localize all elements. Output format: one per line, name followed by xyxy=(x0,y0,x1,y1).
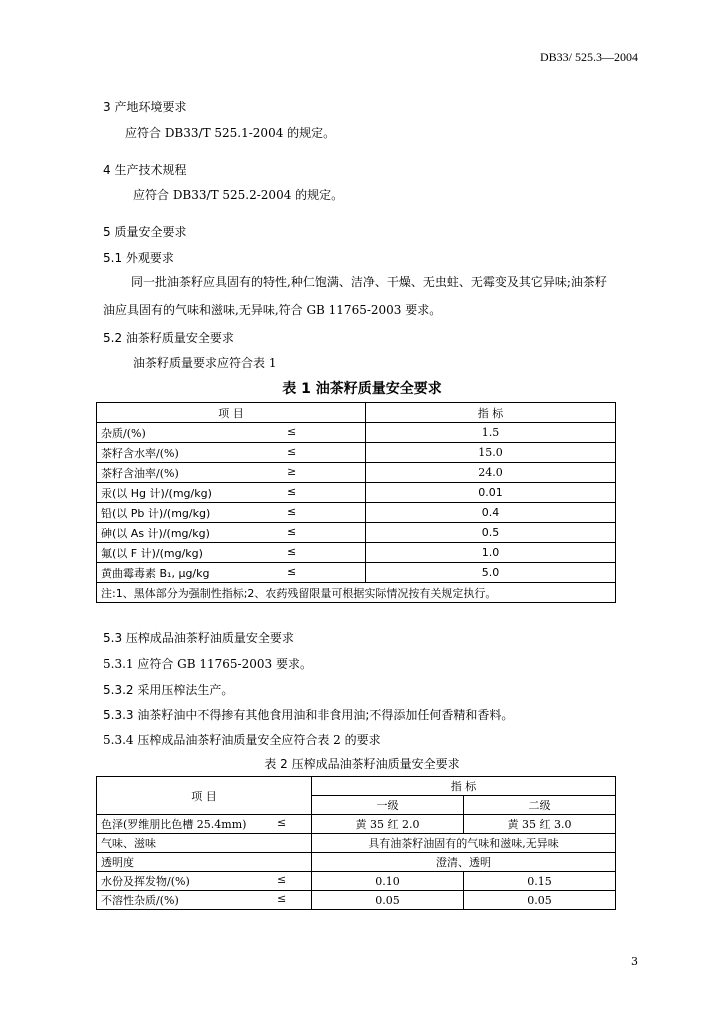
comparison-symbol: ≤ xyxy=(287,564,297,578)
table-row xyxy=(97,463,616,483)
table-1 xyxy=(96,402,616,603)
section-5-3-4: 5.3.4 压榨成品油茶籽油质量安全应符合表 2 的要求 xyxy=(103,733,381,747)
table-row xyxy=(97,853,616,872)
table-2 xyxy=(96,776,616,910)
table-row xyxy=(97,891,616,910)
comparison-symbol: ≤ xyxy=(277,873,287,886)
table-2-head-value: 指 标 xyxy=(312,777,616,796)
table-2-grade-1: 一级 xyxy=(312,796,464,815)
table-2-grade-1-value: 0.10 xyxy=(312,872,464,891)
table-1-note: 注:1、黑体部分为强制性指标;2、农药残留限量可根据实际情况按有关规定执行。 xyxy=(97,583,616,603)
table-1-item xyxy=(97,443,366,463)
section-5-3-1: 5.3.1 应符合 GB 11765-2003 要求。 xyxy=(103,657,312,671)
item-label: 色泽(罗维朋比色槽 25.4mm) xyxy=(101,818,247,831)
table-1-value: 15.0 xyxy=(366,443,616,463)
item-label: 黄曲霉毒素 B₁, μg/kg xyxy=(101,566,210,580)
table-1-value: 0.4 xyxy=(366,503,616,523)
table-1-head-item: 项 目 xyxy=(97,403,366,423)
section-5-3-2: 5.3.2 采用压榨法生产。 xyxy=(103,683,234,697)
section-5-1-body-line-2: 油应具固有的气味和滋味,无异味,符合 GB 11765-2003 要求。 xyxy=(103,303,442,317)
section-3-title: 3 产地环境要求 xyxy=(103,100,187,114)
table-2-merged-value: 具有油茶籽油固有的气味和滋味,无异味 xyxy=(312,834,616,853)
table-1-item xyxy=(97,463,366,483)
table-2-header-row xyxy=(97,777,616,796)
table-2-item: 透明度 xyxy=(97,853,312,872)
table-1-note-row xyxy=(97,583,616,603)
table-1-value: 5.0 xyxy=(366,563,616,583)
table-1-value: 1.0 xyxy=(366,543,616,563)
table-2-item xyxy=(97,815,312,834)
table-1-item xyxy=(97,563,366,583)
table-2-item: 气味、滋味 xyxy=(97,834,312,853)
comparison-symbol: ≤ xyxy=(277,816,287,829)
comparison-symbol: ≤ xyxy=(287,484,297,498)
table-row xyxy=(97,523,616,543)
table-2-caption: 表 2 压榨成品油茶籽油质量安全要求 xyxy=(264,757,460,771)
section-5-3-title: 5.3 压榨成品油茶籽油质量安全要求 xyxy=(103,631,294,645)
section-3-body: 应符合 DB33/T 525.1-2004 的规定。 xyxy=(125,126,336,140)
table-2-grade-1-value: 0.05 xyxy=(312,891,464,910)
table-row xyxy=(97,503,616,523)
table-row xyxy=(97,483,616,503)
table-1-caption: 表 1 油茶籽质量安全要求 xyxy=(282,381,442,397)
table-2-grade-1-value: 黄 35 红 2.0 xyxy=(312,815,464,834)
table-row xyxy=(97,815,616,834)
item-label: 铅(以 Pb 计)/(mg/kg) xyxy=(101,506,211,520)
item-label: 水份及挥发物/(%) xyxy=(101,875,190,888)
table-1-value: 24.0 xyxy=(366,463,616,483)
section-5-2-body: 油茶籽质量要求应符合表 1 xyxy=(133,356,277,370)
item-label: 杂质/(%) xyxy=(101,426,146,440)
table-1-header-row xyxy=(97,403,616,423)
table-row xyxy=(97,443,616,463)
table-1-item xyxy=(97,423,366,443)
section-5-title: 5 质量安全要求 xyxy=(103,225,187,239)
item-label: 茶籽含水率/(%) xyxy=(101,446,179,460)
item-label: 氟(以 F 计)/(mg/kg) xyxy=(101,546,203,560)
table-2-grade-2-value: 0.15 xyxy=(464,872,616,891)
table-1-item xyxy=(97,543,366,563)
section-5-1-title: 5.1 外观要求 xyxy=(103,251,174,265)
comparison-symbol: ≤ xyxy=(287,444,297,458)
table-1-value: 0.5 xyxy=(366,523,616,543)
table-row xyxy=(97,872,616,891)
comparison-symbol: ≤ xyxy=(287,524,297,538)
table-2-grade-2-value: 黄 35 红 3.0 xyxy=(464,815,616,834)
page-number: 3 xyxy=(631,955,638,968)
table-1-item xyxy=(97,503,366,523)
section-4-body: 应符合 DB33/T 525.2-2004 的规定。 xyxy=(133,188,344,202)
table-2-item xyxy=(97,872,312,891)
table-1-item xyxy=(97,483,366,503)
comparison-symbol: ≤ xyxy=(287,544,297,558)
table-2-merged-value: 澄清、透明 xyxy=(312,853,616,872)
standard-code: DB33/ 525.3—2004 xyxy=(539,50,638,64)
comparison-symbol: ≥ xyxy=(287,464,297,478)
table-1-value: 1.5 xyxy=(366,423,616,443)
table-1-item xyxy=(97,523,366,543)
section-5-1-body-line-1: 同一批油茶籽应具固有的特性,种仁饱满、洁净、干燥、无虫蛀、无霉变及其它异味;油茶籽 xyxy=(131,275,607,289)
table-row xyxy=(97,543,616,563)
item-label: 茶籽含油率/(%) xyxy=(101,466,179,480)
section-4-title: 4 生产技术规程 xyxy=(103,163,187,177)
section-5-2-title: 5.2 油茶籽质量安全要求 xyxy=(103,331,234,345)
item-label: 不溶性杂质/(%) xyxy=(101,894,179,907)
comparison-symbol: ≤ xyxy=(287,504,297,518)
section-5-3-3: 5.3.3 油茶籽油中不得掺有其他食用油和非食用油;不得添加任何香精和香料。 xyxy=(103,708,514,722)
table-2-grade-2: 二级 xyxy=(464,796,616,815)
table-2-head-item: 项 目 xyxy=(97,777,312,815)
table-1-head-value: 指 标 xyxy=(366,403,616,423)
item-label: 汞(以 Hg 计)/(mg/kg) xyxy=(101,486,212,500)
comparison-symbol: ≤ xyxy=(287,424,297,438)
section-5-1-body xyxy=(103,268,638,324)
table-row xyxy=(97,834,616,853)
item-label: 砷(以 As 计)/(mg/kg) xyxy=(101,526,210,540)
comparison-symbol: ≤ xyxy=(277,892,287,905)
table-1-value: 0.01 xyxy=(366,483,616,503)
table-2-grade-2-value: 0.05 xyxy=(464,891,616,910)
table-row xyxy=(97,563,616,583)
table-2-item xyxy=(97,891,312,910)
table-row xyxy=(97,423,616,443)
